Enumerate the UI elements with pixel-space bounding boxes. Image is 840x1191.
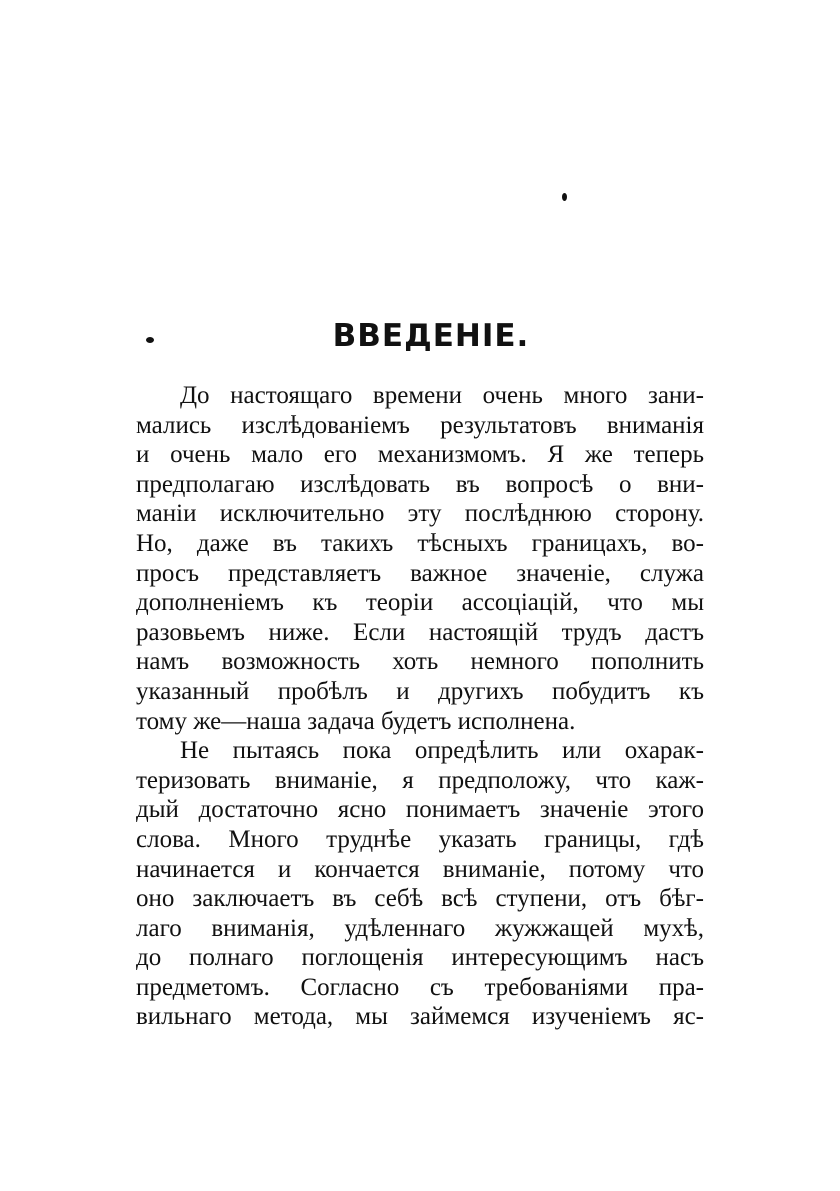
text-line: просъ представляетъ важное значеніе, служа (136, 559, 704, 587)
text-line: предметомъ. Согласно съ требованіями пра- (136, 973, 704, 1001)
text-line: и очень мало его механизмомъ. Я же теперь (136, 441, 704, 469)
text-line: вильнаго метода, мы займемся изученіемъ яс- (136, 1003, 704, 1031)
paragraph-1 (136, 381, 704, 736)
text-line: дополненіемъ къ теоріи ассоціацій, что мы (136, 589, 704, 617)
text-line: до полнаго поглощенія интересующимъ насъ (136, 944, 704, 972)
text-line: тому же—наша задача будетъ исполнена. (136, 707, 576, 735)
text-line: начинается и кончается вниманіе, потому что (136, 855, 704, 883)
text-line: разовьемъ ниже. Если настоящій трудъ дастъ (136, 618, 704, 646)
text-line: указанный пробѣлъ и другихъ побудитъ къ (136, 677, 704, 705)
text-line: Не пытаясь пока опредѣлить или охарак- (180, 737, 704, 765)
paragraph-2 (136, 736, 704, 1032)
text-line: Но, даже въ такихъ тѣсныхъ границахъ, во- (136, 529, 704, 557)
ink-speck-top (562, 193, 567, 201)
text-line: дый достаточно ясно понимаетъ значеніе этого (136, 796, 704, 824)
text-line: оно заключаетъ въ себѣ всѣ ступени, отъ бѣг- (136, 885, 704, 913)
text-line: теризовать вниманіе, я предположу, что каж- (136, 766, 704, 794)
body-text (136, 381, 704, 1032)
text-line: намъ возможность хоть немного пополнить (136, 648, 704, 676)
chapter-title: ВВЕДЕНІЕ. (332, 318, 530, 354)
text-line: лаго вниманія, удѣленнаго жужжащей мухѣ, (136, 914, 704, 942)
text-line: маніи исключительно эту послѣднюю сторону. (136, 500, 704, 528)
text-line: слова. Много труднѣе указать границы, гдѣ (136, 825, 704, 853)
text-line: предполагаю изслѣдовать въ вопросѣ о вни- (136, 470, 704, 498)
text-line: До настоящаго времени очень много зани- (180, 382, 704, 409)
text-line: мались изслѣдованіемъ результатовъ вниманія (136, 411, 704, 439)
